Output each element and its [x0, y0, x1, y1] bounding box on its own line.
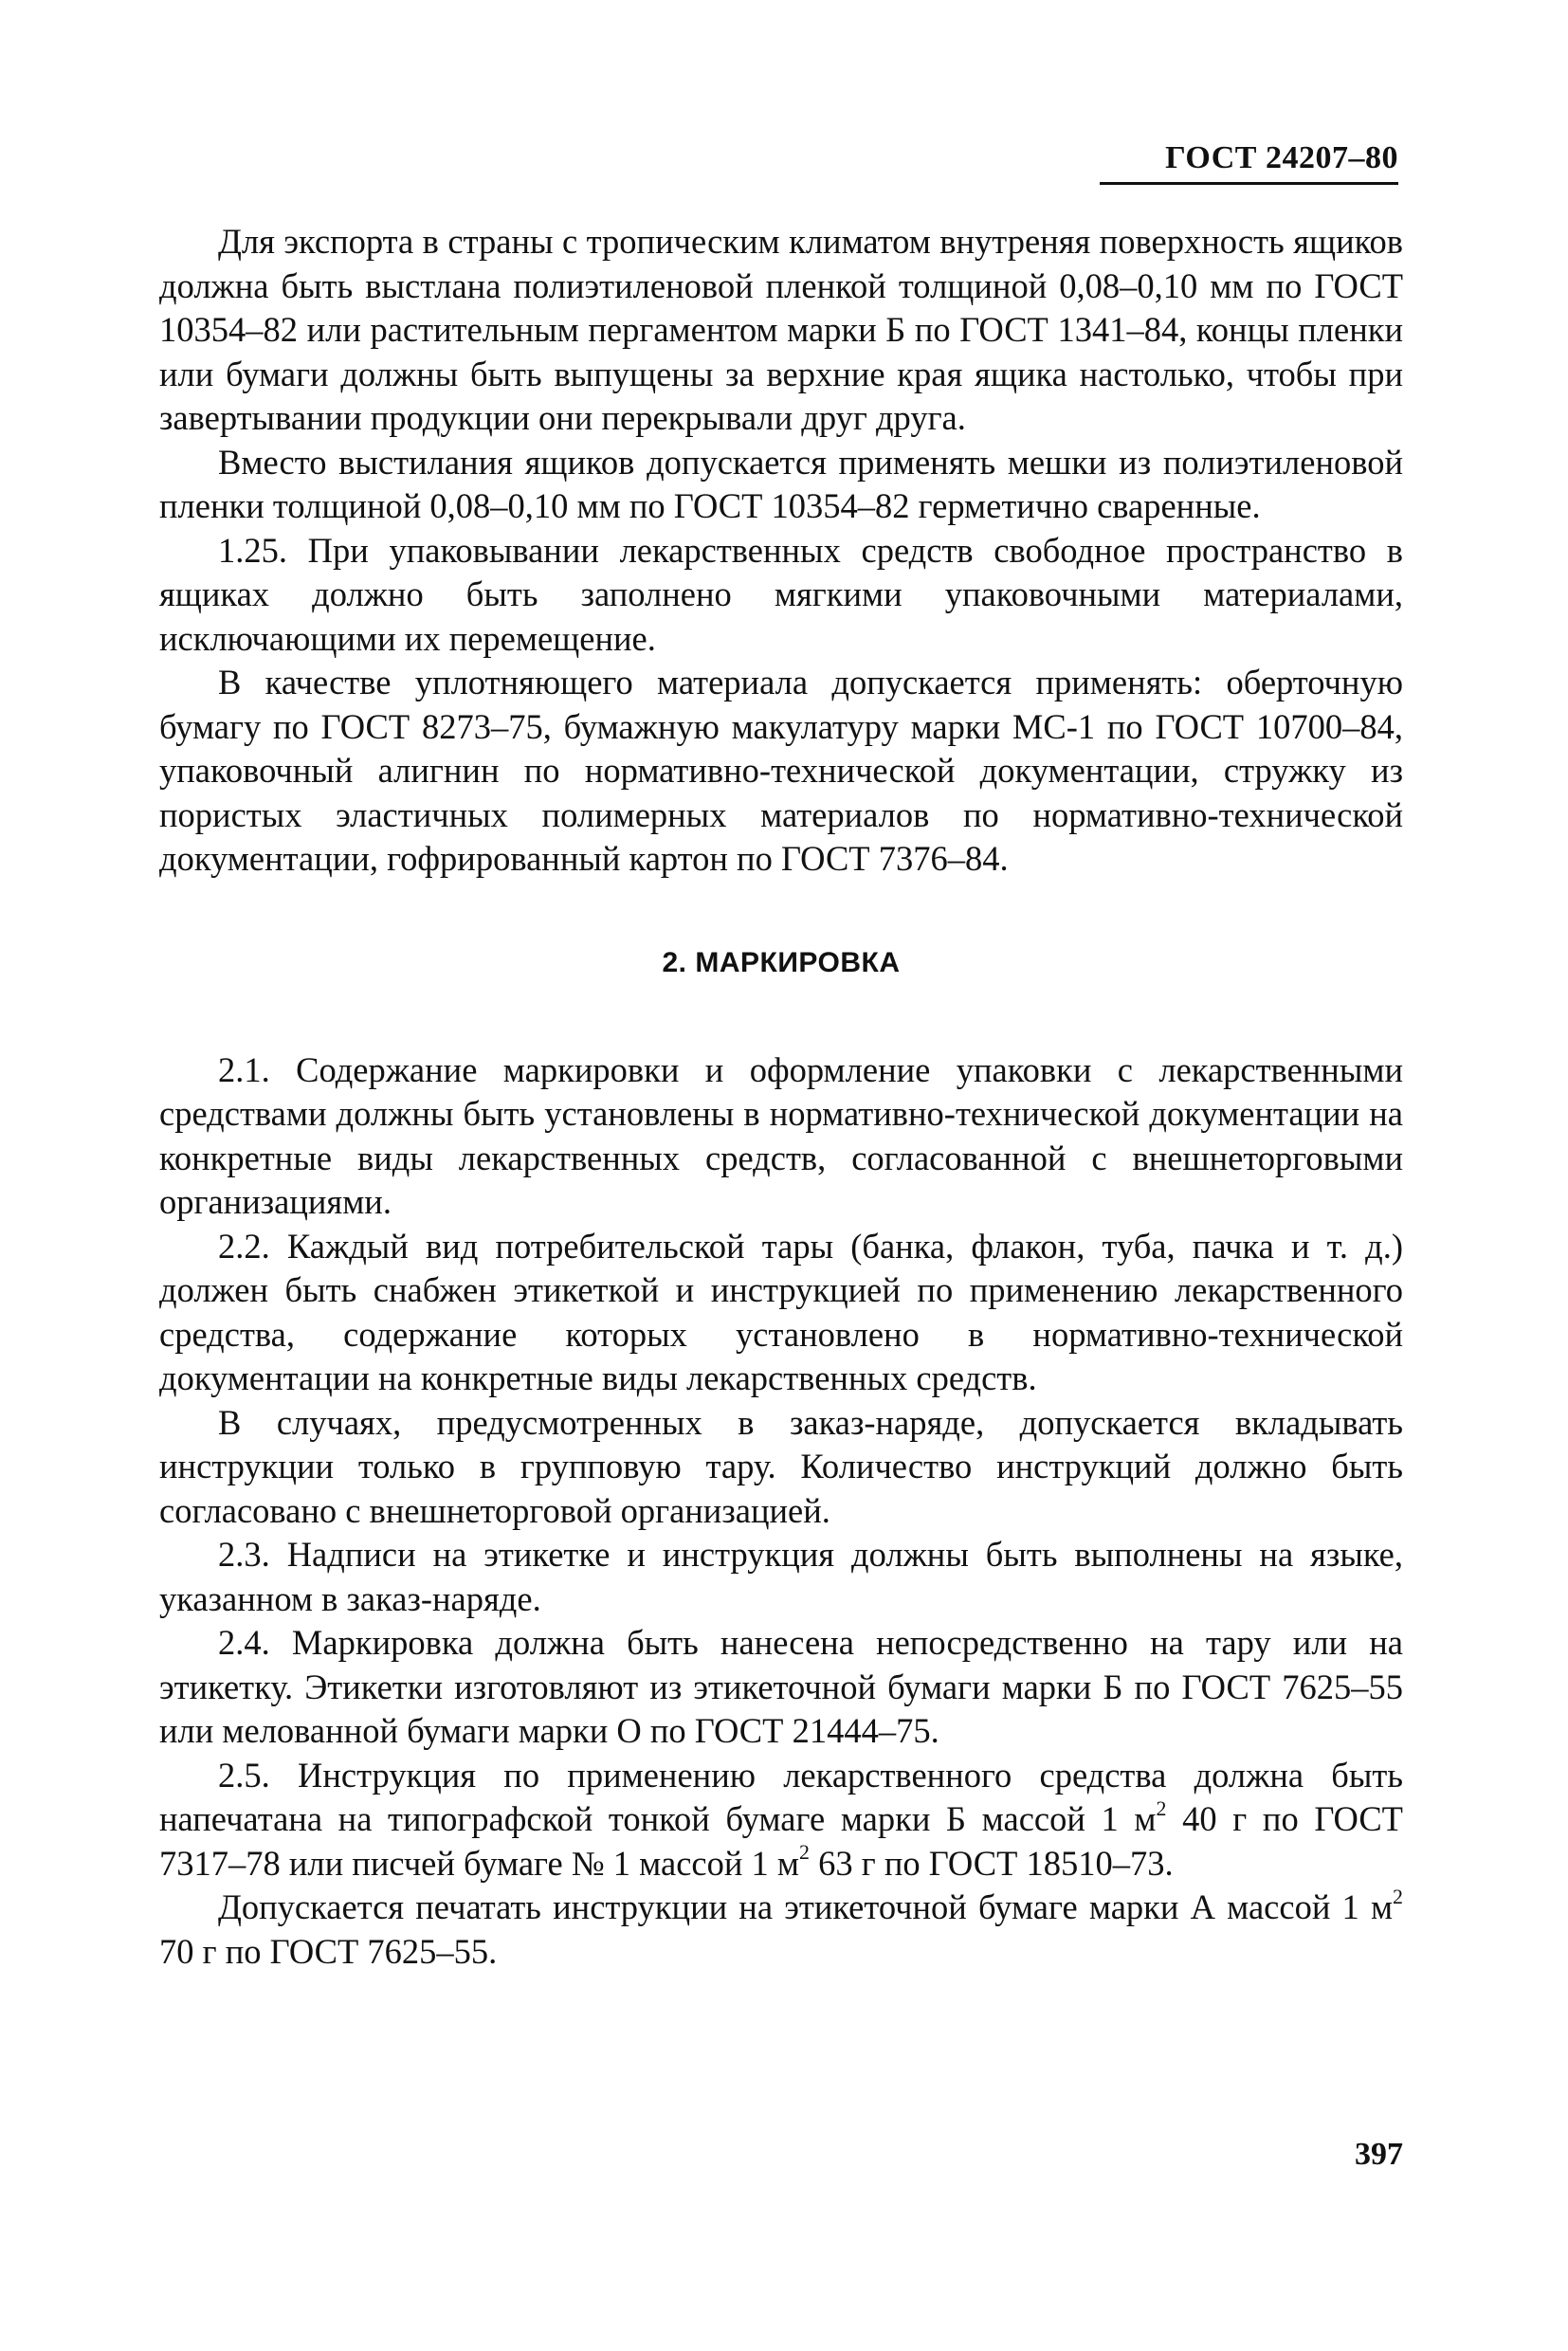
superscript-square: 2 [1393, 1884, 1403, 1908]
superscript-square: 2 [799, 1840, 810, 1865]
paragraph-sealing-materials: В качестве уплотняющего материала допускается применять: оберточную бумагу по ГОСТ 8273–75, бумажную макулатуру марки МС-1 по ГОСТ 10700–84, упаковочный алигнин по нормативно-технической документации, стружку из пористых эластичных полимерных материалов по нормативно-технической документации, гофрированный картон по ГОСТ 7376–84. [159, 663, 1403, 878]
paragraph-instructions-group-tare: В случаях, предусмотренных в заказ-наряде, допускается вкладывать инструкции только в групповую тару. Количество инструкций должно быть согласовано с внешнеторговой организацией. [159, 1402, 1403, 1530]
paragraph-tropical-lining: Для экспорта в страны с тропическим климатом внутреняя поверхность ящиков должна быть выстлана полиэтиленовой пленкой толщиной 0,08–0,10 мм по ГОСТ 10354–82 или растительным пергаментом марки Б по ГОСТ 1341–84, концы пленки или бумаги должны быть выпущены за верхние края ящика настолько, чтобы при завертывании продукции они перекрывали друг друга. [159, 222, 1403, 437]
paragraph-label-paper [159, 1886, 1403, 1974]
paragraph-2-5 [159, 1754, 1403, 1886]
paragraph-2-4: 2.4. Маркировка должна быть нанесена непосредственно на тару или на этикетку. Этикетки изготовляют из этикеточной бумаги марки Б по ГОСТ 7625–55 или мелованной бумаги марки О по ГОСТ 21444–75. [159, 1623, 1403, 1750]
superscript-square: 2 [1156, 1795, 1167, 1820]
paragraph-2-3: 2.3. Надписи на этикетке и инструкция должны быть выполнены на языке, указанном в заказ-наряде. [159, 1535, 1403, 1618]
paragraph-2-5-part1: 2.5. Инструкция по применению лекарственного средства должна быть напечатана на типографской тонкой бумаге марки Б массой 1 м [159, 1755, 1403, 1838]
paragraph-2-1: 2.1. Содержание маркировки и оформление упаковки с лекарственными средствами должны быть установлены в нормативно-технической документации на конкретные виды лекарственных средств, согласованной с внешнеторговыми организациями. [159, 1049, 1403, 1221]
paragraph-2-5-part2: 40 г по ГОСТ 7317–78 или писчей бумаге № 1 массой 1 м [159, 1799, 1403, 1883]
page-number: 397 [1355, 2137, 1403, 2172]
document-code-header: ГОСТ 24207–80 [1100, 140, 1398, 185]
paragraph-2-2: 2.2. Каждый вид потребительской тары (банка, флакон, туба, пачка и т. д.) должен быть снабжен этикеткой и инструкцией по применению лекарственного средства, содержание которых установлено в нормативно-технической документации на конкретные виды лекарственных средств. [159, 1226, 1403, 1397]
section-title-marking: 2. МАРКИРОВКА [662, 946, 901, 978]
document-body [159, 220, 1403, 1974]
paragraph-label-paper-part1: Допускается печатать инструкции на этикеточной бумаге марки А массой 1 м [218, 1887, 1394, 1926]
paragraph-polyethylene-bags: Вместо выстилания ящиков допускается применять мешки из полиэтиленовой пленки толщиной 0,08–0,10 мм по ГОСТ 10354–82 герметично сваренные. [159, 442, 1403, 525]
paragraph-2-5-part3: 63 г по ГОСТ 18510–73. [809, 1843, 1174, 1883]
paragraph-label-paper-part2: 70 г по ГОСТ 7625–55. [159, 1931, 498, 1971]
paragraph-1-25: 1.25. При упаковывании лекарственных средств свободное пространство в ящиках должно быть заполнено мягкими упаковочными материалами, исключающими их перемещение. [159, 530, 1403, 658]
